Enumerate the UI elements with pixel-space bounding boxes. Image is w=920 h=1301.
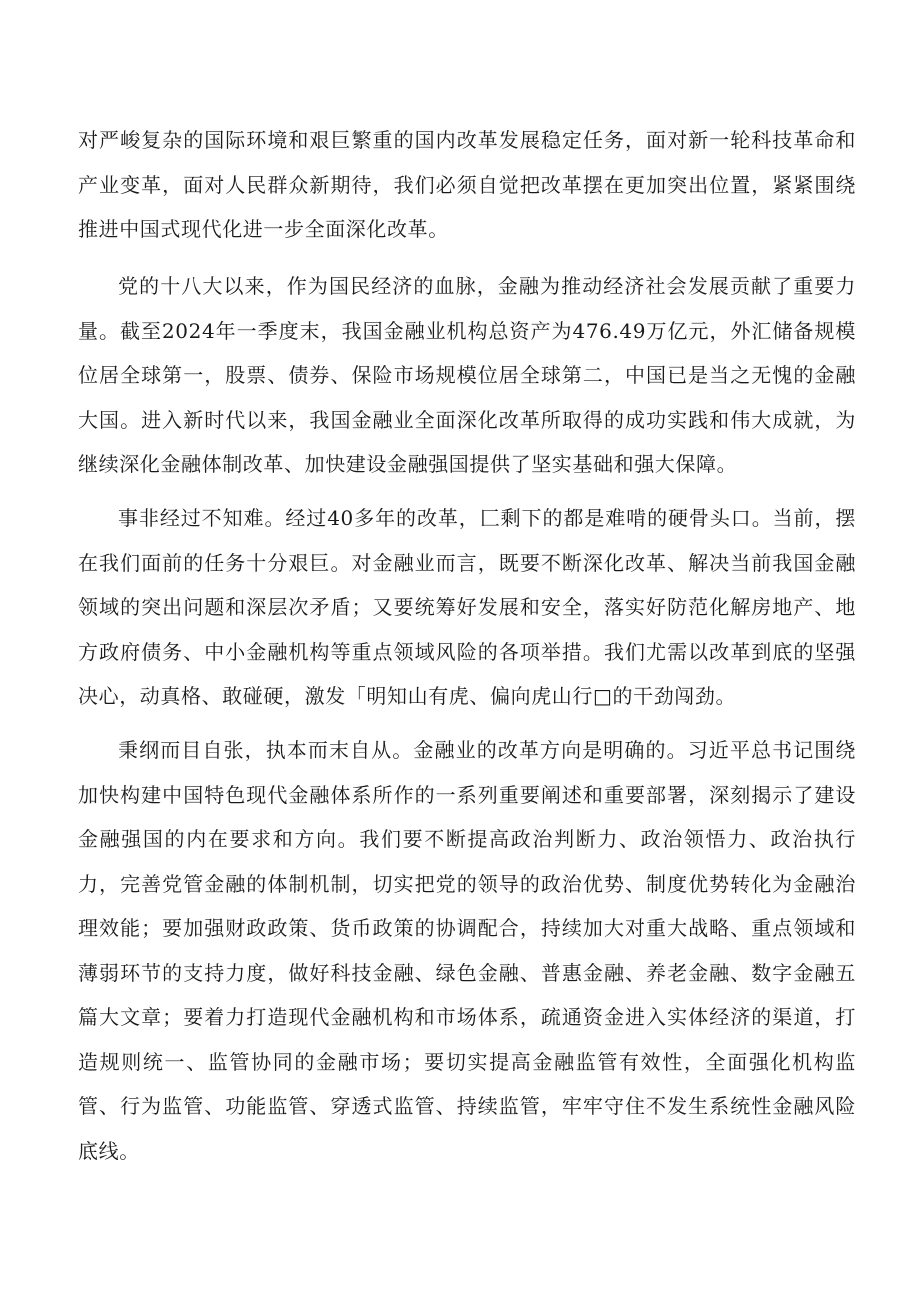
paragraph-text: 党的十八大以来，作为国民经济的血脉，金融为推动经济社会发展贡献了重要力量。截至2024年一季度末，我国金融业机构总资产为476.49万亿元，外汇储备规模位居全球第一，股票、债券、保险市场规模位居全球第二，中国已是当之无愧的金融大国。进入新时代以来，我国金融业全面深化改革所取得的成功实践和伟大成就，为继续深化金融体制改革、加快建设金融强国提供了坚实基础和强大保障。 <box>78 274 856 476</box>
paragraph-4 <box>78 728 856 1173</box>
paragraph-3 <box>78 496 856 719</box>
paragraph-text: 事非经过不知难。经过40多年的改革，匚剩下的都是难啃的硬骨头口。当前，摆在我们面前的任务十分艰巨。对金融业而言，既要不断深化改革、解决当前我国金融领域的突出问题和深层次矛盾；又要统筹好发展和安全，落实好防范化解房地产、地方政府债务、中小金融机构等重点领域风险的各项举措。我们尤需以改革到底的坚强决心，动真格、敢碰硬，激发「明知山有虎、偏向虎山行□的干劲闯劲。 <box>78 506 856 708</box>
paragraph-1-continuation <box>78 118 856 252</box>
paragraph-text: 对严峻复杂的国际环境和艰巨繁重的国内改革发展稳定任务，面对新一轮科技革命和产业变革，面对人民群众新期待，我们必须自觉把改革摆在更加突出位置，紧紧围绕推进中国式现代化进一步全面深化改革。 <box>78 128 856 241</box>
paragraph-text: 秉纲而目自张，执本而末自从。金融业的改革方向是明确的。习近平总书记围绕加快构建中国特色现代金融体系所作的一系列重要阐述和重要部署，深刻揭示了建设金融强国的内在要求和方向。我们要不断提高政治判断力、政治领悟力、政治执行力，完善党管金融的体制机制，切实把党的领导的政治优势、制度优势转化为金融治理效能；要加强财政政策、货币政策的协调配合，持续加大对重大战略、重点领域和薄弱环节的支持力度，做好科技金融、绿色金融、普惠金融、养老金融、数字金融五篇大文章；要着力打造现代金融机构和市场体系，疏通资金进入实体经济的渠道，打造规则统一、监管协同的金融市场；要切实提高金融监管有效性，全面强化机构监管、行为监管、功能监管、穿透式监管、持续监管，牢牢守住不发生系统性金融风险底线。 <box>78 738 856 1163</box>
paragraph-2 <box>78 264 856 487</box>
